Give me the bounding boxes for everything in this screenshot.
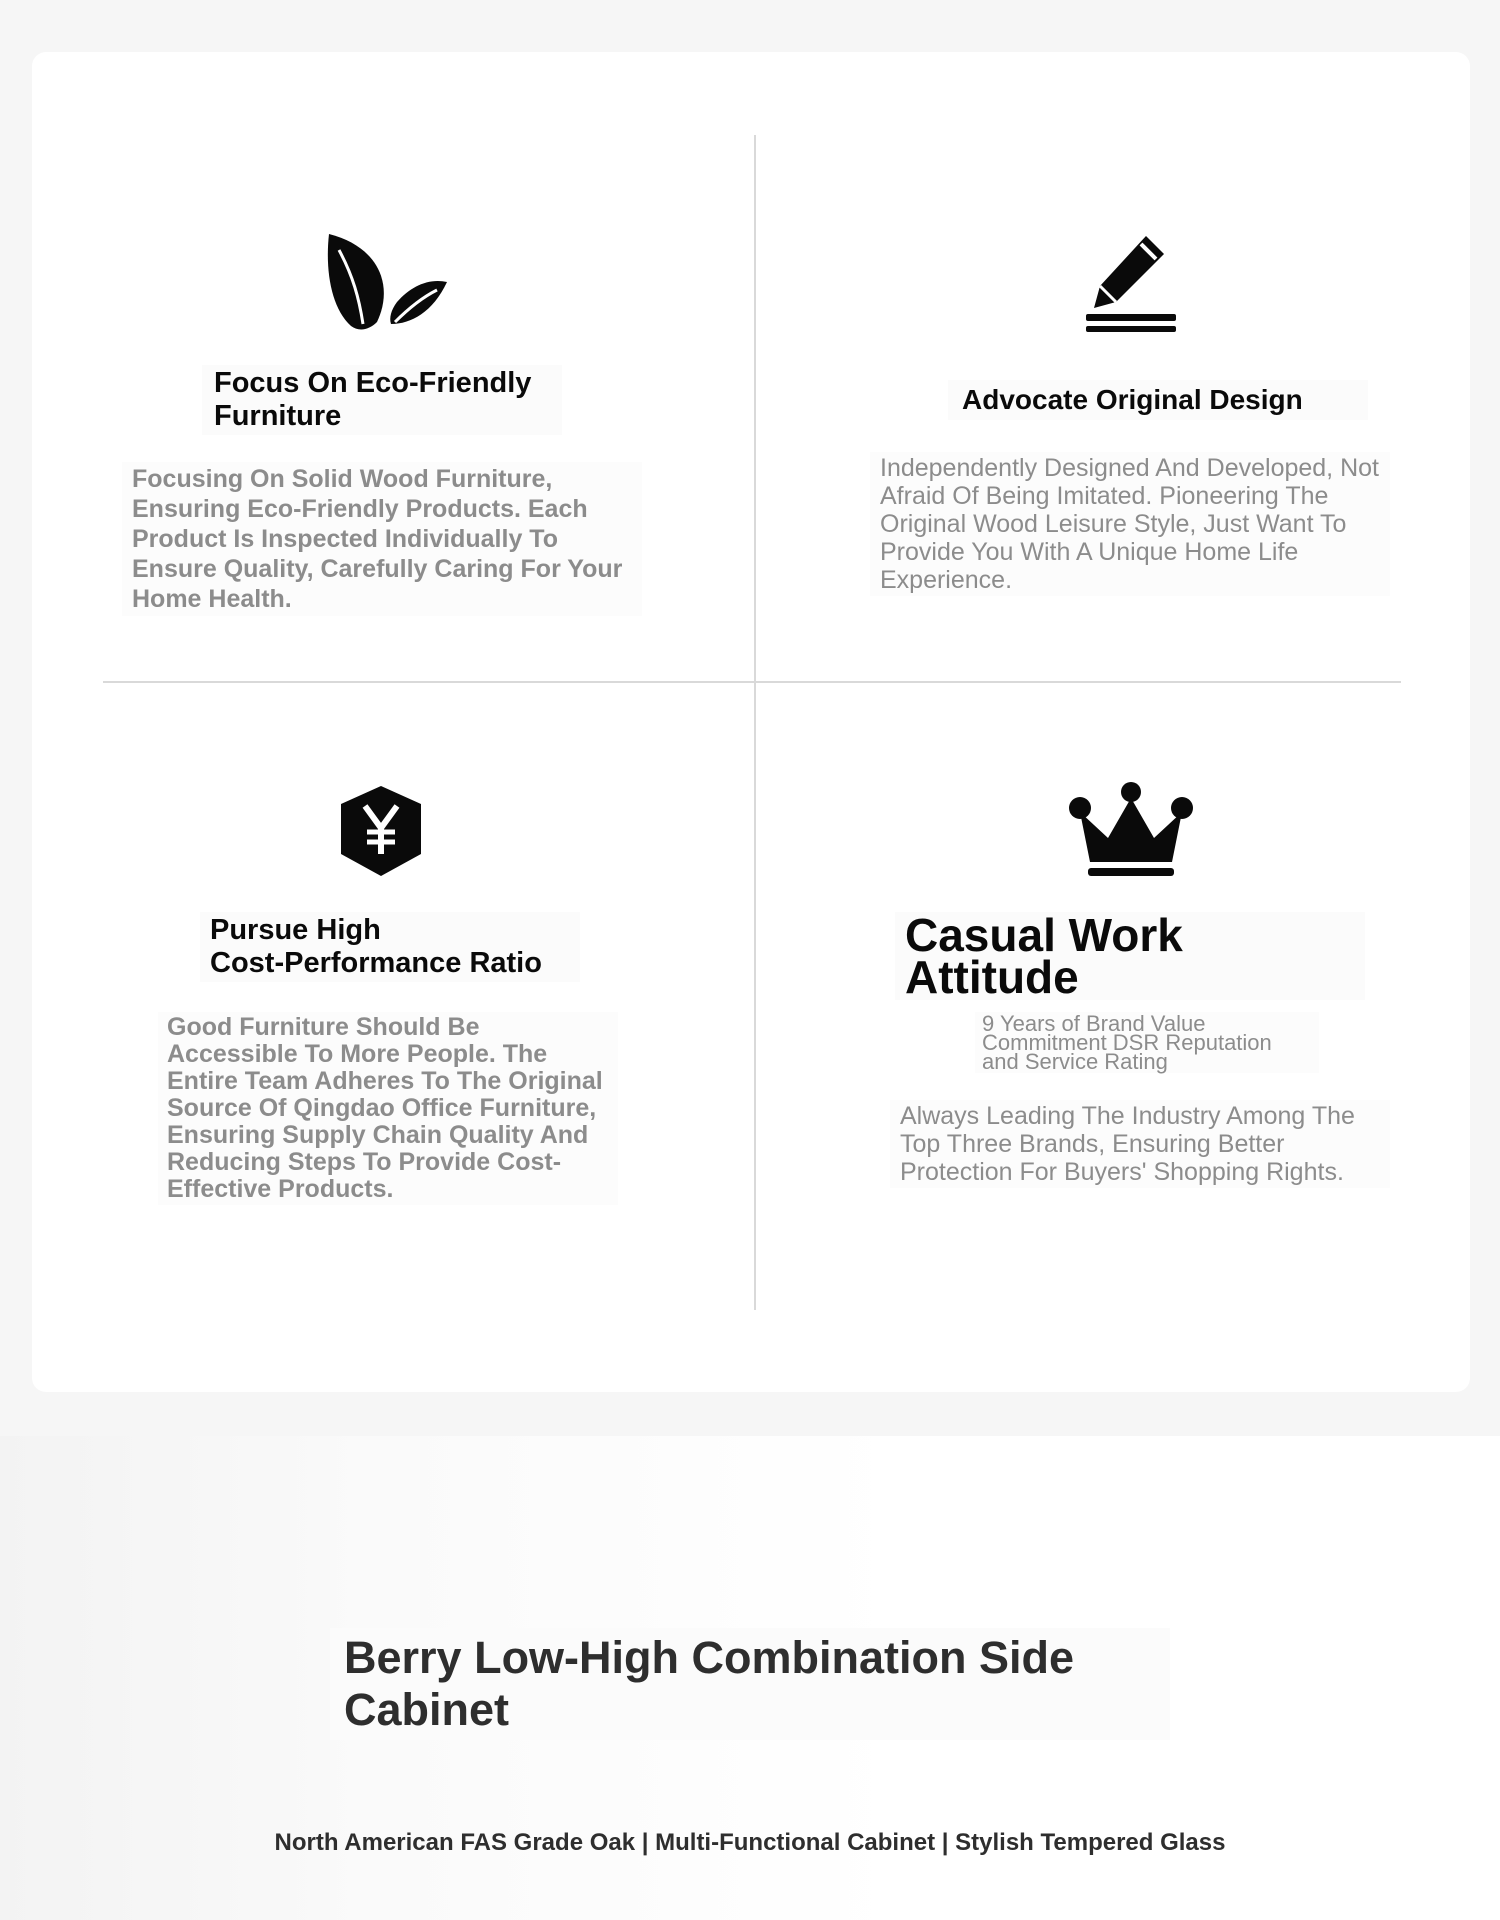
feature-description-attitude: Always Leading The Industry Among The Top Three Brands, Ensuring Better Protection For Buyers' Shopping Rights. (890, 1100, 1390, 1188)
feature-title-attitude-line1: Casual Work (905, 909, 1183, 961)
vertical-divider (754, 135, 756, 1310)
feature-subtitle-attitude: 9 Years of Brand Value Commitment DSR Reputation and Service Rating (975, 1012, 1319, 1073)
feature-description-design: Independently Designed And Developed, Not Afraid Of Being Imitated. Pioneering The Original Wood Leisure Style, Just Want To Provide You With A Unique Home Life Experience. (870, 452, 1390, 596)
feature-title-value-line2: Cost-Performance Ratio (210, 947, 542, 979)
pencil-icon (1086, 232, 1178, 332)
feature-title-value-line1: Pursue High (210, 914, 381, 946)
feature-title-attitude (895, 909, 1365, 1003)
leaf-icon (325, 232, 451, 332)
feature-title-eco (202, 365, 562, 435)
feature-title-design: Advocate Original Design (948, 380, 1368, 420)
horizontal-divider (103, 681, 1401, 683)
yen-shield-icon (339, 784, 423, 878)
product-features-subtitle: North American FAS Grade Oak | Multi-Functional Cabinet | Stylish Tempered Glass (274, 1829, 1226, 1856)
feature-description-value: Good Furniture Should Be Accessible To More People. The Entire Team Adheres To The Original Source Of Qingdao Office Furniture, Ensuring Supply Chain Quality And Reducing Steps To Provide Cost-Effective Products. (158, 1012, 618, 1205)
crown-icon (1068, 782, 1194, 880)
feature-description-eco: Focusing On Solid Wood Furniture, Ensuring Eco-Friendly Products. Each Product Is Inspected Individually To Ensure Quality, Carefully Caring For Your Home Health. (122, 462, 642, 616)
product-title: Berry Low-High Combination Side Cabinet (330, 1628, 1170, 1740)
feature-title-attitude-line2: Attitude (905, 951, 1079, 1003)
feature-title-value (200, 912, 580, 982)
feature-title-eco-line2: Furniture (214, 400, 342, 432)
feature-title-eco-line1: Focus On Eco-Friendly (214, 367, 532, 399)
